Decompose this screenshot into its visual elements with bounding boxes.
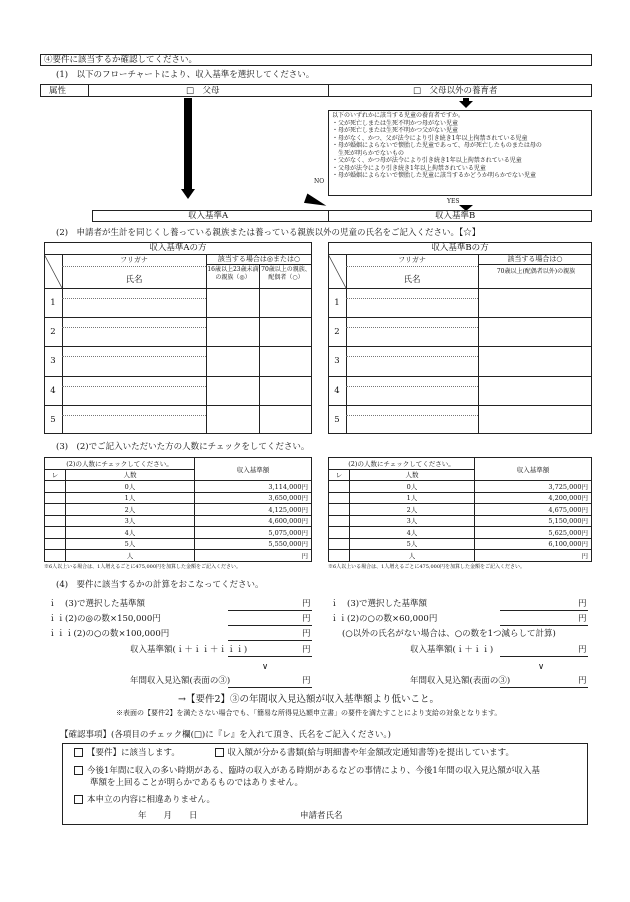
yes-label: YES — [447, 198, 460, 205]
check-cell[interactable] — [45, 538, 66, 550]
arrow-down-icon — [459, 101, 473, 108]
step4-title: (4) 要件に該当するかの計算をおこなってください。 — [56, 580, 264, 590]
amount-field[interactable] — [228, 640, 312, 641]
name-field[interactable] — [346, 346, 478, 375]
check-cell[interactable] — [45, 492, 66, 504]
arrow-shaft-a — [184, 98, 192, 190]
amount-field[interactable] — [500, 625, 588, 626]
row-number: 2 — [50, 327, 56, 338]
name-field[interactable] — [346, 288, 478, 317]
checkbox[interactable] — [74, 748, 83, 757]
check-cell[interactable] — [45, 550, 66, 562]
amount-field[interactable] — [500, 610, 588, 611]
amount-field[interactable] — [228, 625, 312, 626]
name-field[interactable] — [62, 346, 206, 375]
check-cell[interactable] — [329, 550, 350, 562]
name-field[interactable] — [62, 376, 206, 405]
amount-field[interactable] — [500, 687, 588, 688]
result-b: 収入基準B — [435, 211, 476, 221]
parent-checkbox[interactable]: □ 父母 — [186, 86, 220, 96]
check-cell[interactable] — [329, 538, 350, 550]
amount-field[interactable] — [228, 687, 312, 688]
row-number: 1 — [334, 298, 340, 308]
amount-field[interactable] — [228, 656, 312, 657]
checkbox[interactable] — [74, 795, 83, 804]
confirm-title: 【確認事項】(各項目のチェック欄(□)に『レ』を入れて頂き、氏名をご記入ください。) — [60, 730, 391, 740]
arrow-down-icon — [181, 189, 195, 199]
row-number: 5 — [334, 414, 340, 425]
checkbox[interactable] — [215, 748, 224, 757]
check-cell[interactable] — [45, 481, 66, 493]
result-a: 収入基準A — [188, 211, 229, 221]
result-bar — [92, 210, 592, 222]
name-field[interactable] — [346, 405, 478, 434]
name-field[interactable] — [62, 317, 206, 346]
confirm-item-3: 本申立の内容に相違ありません。 — [74, 795, 215, 805]
requirement-result: →【要件2】③の年間収入見込額が収入基準額より低いこと。 — [178, 694, 440, 705]
step1-title: (1) 以下のフローチャートにより、収入基準を選択してください。 — [56, 70, 315, 80]
signer-name-label: 申請者氏名 — [300, 811, 343, 821]
checkbox[interactable] — [74, 766, 83, 775]
condition-text: 以下のいずれかに該当する児童の養育者ですか。 ・父が死亡しまたは生死不明かつ母がない児童 ・母が死亡しまたは生死不明かつ父がない児童 ・母がなく、かつ、父が法令により引き続き1年以上拘禁されている児童 ・母が婚姻によらないで懐胎した児童であって、母が死亡したものまたは母の 生死が明らかでないもの ・父がなく、かつ母が法令により引き続き1年以上拘禁されている児童 ・父母が法令により引き続き1年以上拘禁されている児童 ・母が婚姻によらないで懐胎した児童に該当するかどうか明らかでない児童 — [332, 112, 542, 179]
row-number: 2 — [334, 327, 340, 338]
compare-sign: ∨ — [538, 662, 545, 672]
no-arrow-icon — [304, 194, 328, 211]
amount-field[interactable] — [228, 610, 312, 611]
row-number: 3 — [50, 356, 56, 367]
check-cell[interactable] — [45, 527, 66, 539]
attribute-label: 属性 — [49, 86, 67, 96]
name-field[interactable] — [346, 376, 478, 405]
row-number: 4 — [50, 385, 56, 396]
other-guardian-checkbox[interactable]: □ 父母以外の養育者 — [413, 86, 498, 96]
date-field[interactable]: 年 月 日 — [138, 811, 198, 821]
note-a: ※6人以上いる場合は、1人増えるごとに475,000円を加算した金額をご記入ください。 — [44, 564, 242, 570]
confirm-item-2: 今後1年間に収入の多い時期がある、臨時の収入がある時期があるなどの事情により、今後1年間の収入見込額が収入基 — [74, 766, 540, 776]
check-cell[interactable] — [45, 515, 66, 527]
name-field[interactable] — [346, 317, 478, 346]
check-cell[interactable] — [45, 504, 66, 516]
name-field[interactable] — [62, 288, 206, 317]
confirm-item-1: 【要件】に該当します。 収入額が分かる書類(給与明細書や年金額改定通知書等)を提出しています。 — [74, 748, 514, 758]
income-table-b: (2)の人数にチェックしてください。 収入基準額 レ 人数 0人 3,725,000円 1人 4,200,000円 2人 4,675,000円 3人 5,150,000円 4人 5,625,000円 5人 6,100,000円 人 円 — [328, 457, 592, 562]
step2-title: (2) 申請者が生計を同じくし養っている親族または養っている親族以外の児童の氏名をご記入ください。【☆】 — [56, 228, 481, 238]
footnote: ※表面の【要件2】を満たさない場合でも、「簡易な所得見込額申立書」の要件を満たすことにより支給の対象となります。 — [116, 709, 502, 717]
check-cell[interactable] — [329, 492, 350, 504]
row-number: 5 — [50, 414, 56, 425]
no-label: NO — [314, 178, 325, 185]
check-cell[interactable] — [329, 504, 350, 516]
row-number: 1 — [50, 298, 56, 308]
section-title: ④要件に該当するか確認してください。 — [44, 55, 198, 65]
step3-title: (3) (2)でご記入いただいた方の人数にチェックをしてください。 — [56, 442, 310, 452]
amount-field[interactable] — [500, 656, 588, 657]
row-number: 4 — [334, 385, 340, 396]
name-field[interactable] — [62, 405, 206, 434]
note-b: ※6人以上いる場合は、1人増えるごとに475,000円を加算した金額をご記入ください。 — [328, 564, 526, 570]
row-number: 3 — [334, 356, 340, 367]
income-table-a: (2)の人数にチェックしてください。 収入基準額 レ 人数 0人 3,114,000円 1人 3,650,000円 2人 4,125,000円 3人 4,600,000円 4人 5,075,000円 5人 5,550,000円 人 円 — [44, 457, 312, 562]
check-cell[interactable] — [329, 481, 350, 493]
check-cell[interactable] — [329, 527, 350, 539]
check-cell[interactable] — [329, 515, 350, 527]
compare-sign: ∨ — [262, 662, 269, 672]
attribute-bar — [40, 84, 592, 97]
